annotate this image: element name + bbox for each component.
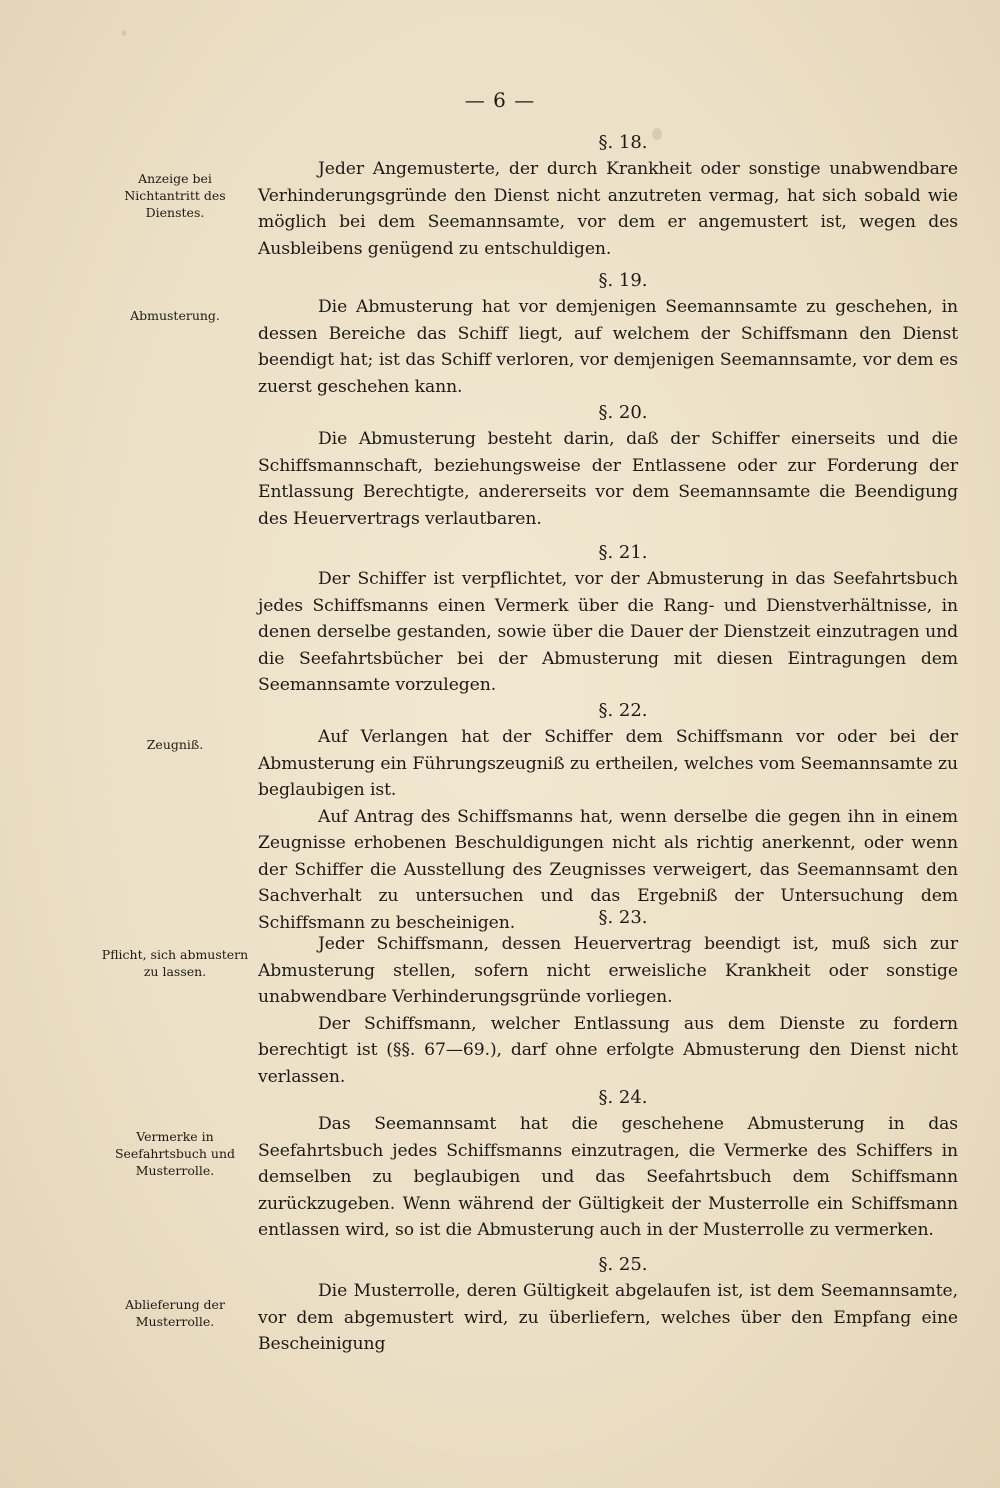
section-25 xyxy=(258,1252,958,1358)
section-heading: §. 20. xyxy=(598,402,648,423)
section-21 xyxy=(258,540,958,699)
section-heading: §. 24. xyxy=(598,1087,648,1108)
paragraph: Die Musterrolle, deren Gültigkeit abgelaufen ist, ist dem Seemannsamte, vor dem abgemustert wird, zu überliefern, welches über den Empfang eine Bescheinigung xyxy=(258,1281,958,1354)
section-heading: §. 21. xyxy=(598,542,648,563)
paragraph: Die Abmusterung besteht darin, daß der Schiffer einerseits und die Schiffsmannschaft, beziehungsweise der Entlassene oder zur Forderung der Entlassung Berechtigte, andererseits vor dem Seemannsamte die Beendigung des Heuervertrags verlautbaren. xyxy=(258,429,958,529)
section-19 xyxy=(258,268,958,400)
section-heading: §. 18. xyxy=(598,132,648,153)
section-22 xyxy=(258,698,958,936)
paragraph: Auf Verlangen hat der Schiffer dem Schiffsmann vor oder bei der Abmusterung ein Führungszeugniß zu ertheilen, welches vom Seemannsamte zu beglaubigen ist. xyxy=(258,727,958,800)
margin-note-ablieferung: Ablieferung der Musterrolle. xyxy=(125,1297,225,1329)
margin-note-abmusterung: Abmusterung. xyxy=(130,308,220,323)
paragraph: Auf Antrag des Schiffsmanns hat, wenn derselbe die gegen ihn in einem Zeugnisse erhobenen Beschuldigungen nicht als richtig anerkennt, oder wenn der Schiffer die Ausstellung des Zeugnisses verweigert, das Seemannsamt den Sachverhalt zu untersuchen und das Ergebniß der Untersuchung dem Schiffsmann zu bescheinigen. xyxy=(258,806,958,933)
section-23 xyxy=(258,905,958,1090)
margin-note-vermerke: Vermerke in Seefahrtsbuch und Musterrolle. xyxy=(114,1129,236,1178)
paragraph: Jeder Schiffsmann, dessen Heuervertrag beendigt ist, muß sich zur Abmusterung stellen, sofern nicht erweisliche Krankheit oder sonstige unabwendbare Verhinderungsgründe vorliegen. xyxy=(258,934,958,1007)
section-heading: §. 23. xyxy=(598,907,648,928)
section-heading: §. 19. xyxy=(598,270,648,291)
section-20 xyxy=(258,400,958,532)
section-24 xyxy=(258,1085,958,1244)
paragraph: Der Schiffer ist verpflichtet, vor der Abmusterung in das Seefahrtsbuch jedes Schiffsmanns einen Vermerk über die Rang- und Dienstverhältnisse, in denen derselbe gestanden, sowie über die Dauer der Dienstzeit einzutragen und die Seefahrtsbücher bei der Abmusterung mit diesen Eintragungen dem Seemannsamte vorzulegen. xyxy=(258,569,958,695)
ink-spot xyxy=(122,30,126,36)
paragraph: Jeder Angemusterte, der durch Krankheit oder sonstige unabwendbare Verhinderungsgründe den Dienst nicht anzutreten vermag, hat sich sobald wie möglich bei dem Seemannsamte, vor dem er angemustert ist, wegen des Ausbleibens genügend zu entschuldigen. xyxy=(258,159,958,259)
paragraph: Das Seemannsamt hat die geschehene Abmusterung in das Seefahrtsbuch jedes Schiffsmanns einzutragen, die Vermerke des Schiffers in demselben zu beglaubigen und das Seefahrtsbuch dem Schiffsmann zurückzugeben. Wenn während der Gültigkeit der Musterrolle ein Schiffsmann entlassen wird, so ist die Abmusterung auch in der Musterrolle zu vermerken. xyxy=(258,1114,958,1240)
paragraph: Die Abmusterung hat vor demjenigen Seemannsamte zu geschehen, in dessen Bereiche das Schiff liegt, auf welchem der Schiffsmann den Dienst beendigt hat; ist das Schiff verloren, vor demjenigen Seemannsamte, vor dem es zuerst geschehen kann. xyxy=(258,297,958,397)
page-number: — 6 — xyxy=(464,88,536,112)
paragraph: Der Schiffsmann, welcher Entlassung aus dem Dienste zu fordern berechtigt ist (§§. 67—69.), darf ohne erfolgte Abmusterung den Dienst nicht verlassen. xyxy=(258,1013,958,1087)
margin-note-zeugniss: Zeugniß. xyxy=(146,737,204,752)
section-heading: §. 22. xyxy=(598,700,648,721)
section-heading: §. 25. xyxy=(598,1254,648,1275)
section-18 xyxy=(258,130,958,262)
margin-note-nichtantritt: Anzeige bei Nichtantritt des Dienstes. xyxy=(124,171,226,220)
margin-note-pflicht: Pflicht, sich abmustern zu lassen. xyxy=(101,947,249,979)
